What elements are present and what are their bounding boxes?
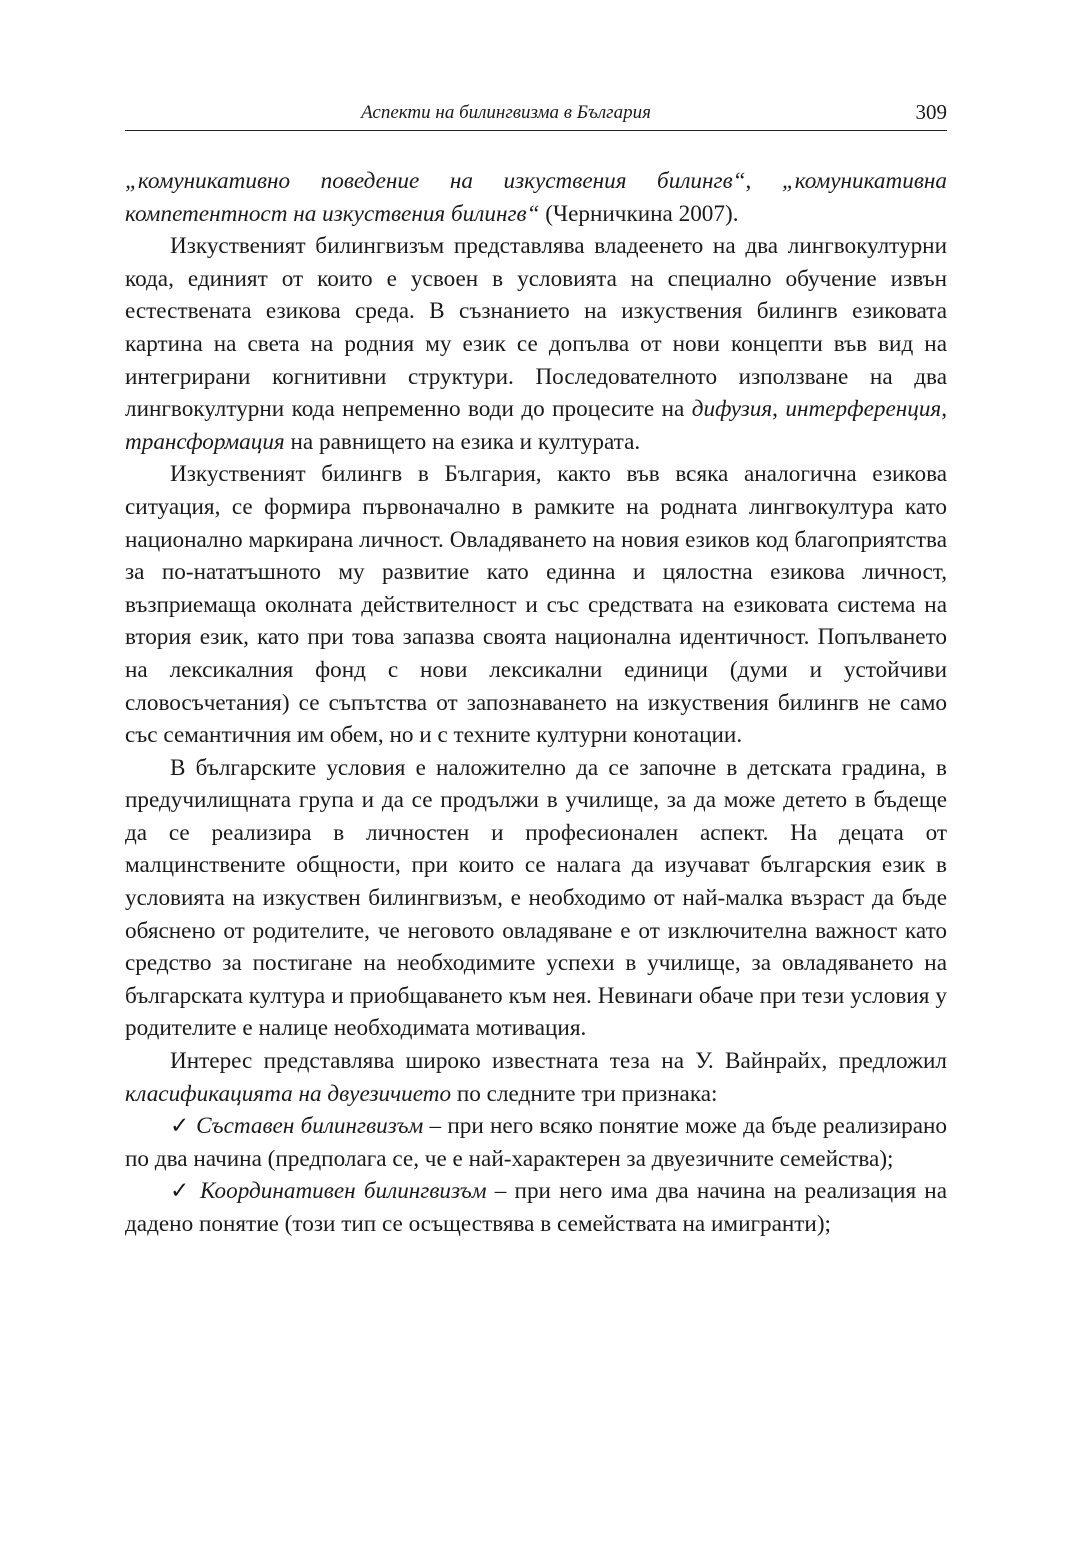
list-term: Съставен билингвизъм [196, 1113, 424, 1140]
text-run: , [941, 396, 948, 423]
list-text: – при него има два начина на реализация на дадено понятие (този тип се осъществява в семействата на имигранти); [125, 1178, 948, 1237]
text-run: на равнището на езика и културата. [284, 428, 641, 455]
page-number: 309 [915, 100, 947, 124]
text-run: , [745, 168, 782, 194]
italic-term: интерференция [785, 396, 942, 423]
text-run: по следните три признака: [451, 1080, 718, 1107]
checkmark-icon: ✓ [170, 1113, 190, 1140]
list-term: Координативен билингвизъм [200, 1178, 487, 1205]
list-text: – при него всяко понятие може да бъде реализирано по два начина (предполага се, че е най-характерен за двуезичните семейства); [125, 1113, 948, 1172]
running-title: Аспекти на билингвизма в България [361, 102, 651, 123]
paragraph-2 [125, 230, 947, 458]
text-run: Интерес представлява широко известната теза на У. Вайнрайх, предложил [170, 1048, 947, 1075]
paragraph-3: Изкуственият билингв в България, както във всяка аналогична езикова ситуация, се формира първоначално в рамките на родната лингвокултура като национално маркирана личност. Овладяването на новия езиков код благоприятства за по-нататъшното му развитие като единна и цялостна езикова личност, възприемаща околната действителност и със средствата на езиковата система на втория език, като при това запазва своята национална идентичност. Попълването на лексикалния фонд с нови лексикални единици (думи и устойчиви словосъчетания) се съпътства от запознаването на изкуствения билингв не само със семантичния им обем, но и с техните културни конотации. [125, 461, 947, 749]
italic-term: класификацията на двуезичието [125, 1080, 452, 1107]
text-run: Изкуственият билингвизъм представлява владеенето на два лингвокултурни кода, единият от които е усвоен в условията на специално обучение извън естествената езикова среда. В съзнанието на изкуствения билингв езиковата картина на света на родния му език се допълва от нови концепти във вид на интегрирани когнитивни структури. Последователното използване на два лингвокултурни кода непременно води до процесите на [125, 233, 947, 423]
quoted-term: „комуникативно поведение на изкуствения билингв“ [125, 168, 746, 194]
paragraph-5 [125, 1045, 947, 1110]
italic-term: дифузия [691, 396, 773, 423]
list-item-1 [125, 1110, 947, 1175]
checkmark-icon: ✓ [170, 1178, 192, 1205]
citation: (Черничкина 2007). [539, 200, 739, 227]
text-run: , [772, 396, 786, 423]
paragraph-4: В българските условия е наложително да се започне в детската градина, в предучилищната група и да се продължи в училище, за да може детето в бъдеще да се реализира в личностен и професионален аспект. На децата от малцинствените общности, при които се налага да изучават българския език в условията на изкуствен билингвизъм, е необходимо от най-малка възраст да бъде обяснено от родителите, че неговото овладяване е от изключителна важност като средство за постигане на необходимите успехи в училище, за овладяването на българската култура и приобщаването към нея. Невинаги обаче при тези условия у родителите е налице необходимата мотивация. [125, 754, 947, 1042]
body-text [125, 165, 947, 1241]
paragraph-1 [125, 165, 947, 230]
list-item-2 [125, 1175, 947, 1240]
running-header [125, 100, 947, 131]
italic-term: трансформация [125, 428, 285, 455]
quoted-term: „комуникативна компетентност на изкуствения билингв“ [125, 168, 948, 227]
